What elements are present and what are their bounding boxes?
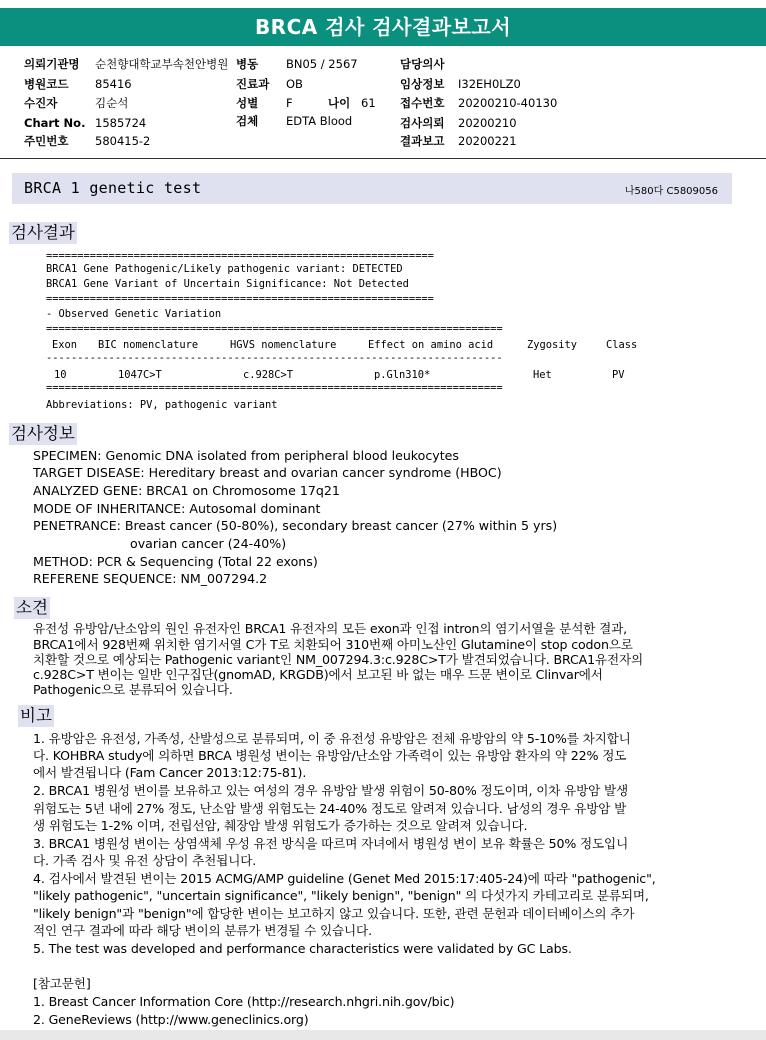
cell-hgvs: c.928C>T xyxy=(243,369,294,381)
info-analyzed-gene: ANALYZED GENE: BRCA1 on Chromosome 17q21 xyxy=(33,483,340,498)
cell-bic: 1047C>T xyxy=(118,369,162,381)
findings-line-3: 치환할 것으로 예상되는 Pathogenic variant인 NM_007294.3:c.928C>T가 발견되었습니다. BRCA1유전자의 xyxy=(33,652,643,667)
remarks-line-1: 1. 유방암은 유전성, 가족성, 산발성으로 분류되며, 이 중 유전성 유방암은 전체 유방암의 약 5-10%를 차지합니 xyxy=(33,731,631,746)
info-specimen: SPECIMEN: Genomic DNA isolated from peripheral blood leukocytes xyxy=(33,448,459,463)
col-bic: BIC nomenclature xyxy=(98,339,199,351)
findings-line-5: Pathogenic으로 분류되어 있습니다. xyxy=(33,682,233,697)
table-rule: ------------------------------------------------------------------------- xyxy=(46,352,503,364)
result-rule-3: ========================================================================= xyxy=(46,323,503,335)
test-code: 나580다 C5809056 xyxy=(624,186,718,197)
patient-value: 김순석 xyxy=(95,96,129,110)
references-heading: [참고문헌] xyxy=(33,976,91,991)
col-hgvs: HGVS nomenclature xyxy=(230,339,337,351)
specimen-value: EDTA Blood xyxy=(286,114,353,128)
chart-value: 1585724 xyxy=(95,116,147,130)
remarks-line-9: 4. 검사에서 발견된 변이는 2015 ACMG/AMP guideline (Genet Med 2015:17:405-24)에 따라 "pathogenic", xyxy=(33,871,656,886)
accession-value: 20200210-40130 xyxy=(458,96,558,110)
findings-line-1: 유전성 유방암/난소암의 원인 유전자인 BRCA1 유전자의 모든 exon과 인접 intron의 염기서열을 분석한 결과, xyxy=(33,621,627,636)
col-class: Class xyxy=(606,339,638,351)
id-label: 주민번호 xyxy=(24,134,69,148)
col-exon: Exon xyxy=(52,339,78,351)
institution-label: 의뢰기관명 xyxy=(24,57,80,71)
abbreviations: Abbreviations: PV, pathogenic variant xyxy=(46,399,278,411)
remarks-line-4: 2. BRCA1 병원성 변이를 보유하고 있는 여성의 경우 유방암 발생 위험이 50-80% 정도이며, 이차 유방암 발생 xyxy=(33,783,629,798)
cell-class: PV xyxy=(612,369,625,381)
sex-label: 성별 xyxy=(236,96,259,110)
clinical-info-label: 임상정보 xyxy=(400,77,445,91)
dept-label: 진료과 xyxy=(236,77,270,91)
observed-variation-label: - Observed Genetic Variation xyxy=(46,308,222,320)
dept-value: OB xyxy=(286,77,303,91)
result-rule-4: ========================================================================= xyxy=(46,382,503,394)
info-method: METHOD: PCR & Sequencing (Total 22 exons) xyxy=(33,554,318,569)
findings-heading: 소견 xyxy=(16,598,48,617)
header-divider xyxy=(0,158,766,159)
specimen-label: 검체 xyxy=(236,114,259,128)
remarks-line-5: 위험도는 5년 내에 27% 정도, 난소암 발생 위험도는 24-40% 정도로 알려져 있습니다. 남성의 경우 유방암 발 xyxy=(33,801,627,816)
remarks-line-10: "likely pathogenic", "uncertain significance", "likely benign", "benign" 의 다섯가지 카테고리로 분류되며, xyxy=(33,888,649,903)
remarks-line-2: 다. KOHBRA study에 의하면 BRCA 병원성 변이는 유방암/난소암 가족력이 있는 유방암 환자의 약 22% 정도 xyxy=(33,748,627,763)
report-date-label: 결과보고 xyxy=(400,134,445,148)
remarks-line-8: 다. 가족 검사 및 유전 상담이 추천됩니다. xyxy=(33,853,257,868)
remarks-heading: 비고 xyxy=(20,706,52,725)
info-inheritance: MODE OF INHERITANCE: Autosomal dominant xyxy=(33,501,321,516)
findings-line-4: c.928C>T 변이는 일반 인구집단(gnomAD, KRGDB)에서 보고된 바 없는 매우 드문 변이로 Clinvar에서 xyxy=(33,667,603,682)
remarks-line-11: "likely benign"과 "benign"에 합당한 변이는 보고하지 않고 있습니다. 또한, 관련 문헌과 데이터베이스의 추가 xyxy=(33,906,635,921)
hospital-code-value: 85416 xyxy=(95,77,132,91)
age-value: 61 xyxy=(361,96,376,110)
report-date-value: 20200221 xyxy=(458,134,517,148)
result-pathogenic-line: BRCA1 Gene Pathogenic/Likely pathogenic variant: DETECTED xyxy=(46,263,403,275)
remarks-line-3: 에서 발견됩니다 (Fam Cancer 2013:12:75-81). xyxy=(33,765,307,780)
cell-effect: p.Gln310* xyxy=(374,369,431,381)
info-penetrance: PENETRANCE: Breast cancer (50-80%), secondary breast cancer (27% within 5 yrs) xyxy=(33,518,558,533)
info-heading: 검사정보 xyxy=(11,424,75,443)
reference-1: 1. Breast Cancer Information Core (http://research.nhgri.nih.gov/bic) xyxy=(33,994,455,1009)
result-heading: 검사결과 xyxy=(11,223,75,242)
test-title: BRCA 1 genetic test xyxy=(24,179,202,197)
cell-exon: 10 xyxy=(54,369,67,381)
info-reference: REFERENE SEQUENCE: NM_007294.2 xyxy=(33,571,268,586)
col-effect: Effect on amino acid xyxy=(368,339,494,351)
ward-value: BN05 / 2567 xyxy=(286,57,358,71)
id-value: 580415-2 xyxy=(95,134,151,148)
hospital-code-label: 병원코드 xyxy=(24,77,69,91)
remarks-line-6: 생 위험도는 1-2% 이며, 전립선암, 췌장암 발생 위험도가 증가하는 것으로 알려져 있습니다. xyxy=(33,818,528,833)
remarks-line-7: 3. BRCA1 병원성 변이는 상염색체 우성 유전 방식을 따르며 자녀에서 병원성 변이 보유 확률은 50% 정도입니 xyxy=(33,836,629,851)
remarks-line-12: 적인 연구 결과에 따라 해당 변이의 분류가 변경될 수 있습니다. xyxy=(33,923,372,938)
institution-value: 순천향대학교부속천안병원 xyxy=(95,57,229,71)
cell-zygosity: Het xyxy=(533,369,552,381)
sex-value: F xyxy=(286,96,293,110)
info-target-disease: TARGET DISEASE: Hereditary breast and ovarian cancer syndrome (HBOC) xyxy=(33,465,502,480)
report-title: BRCA 검사 검사결과보고서 xyxy=(0,8,766,46)
chart-label: Chart No. xyxy=(24,116,86,130)
result-vus-line: BRCA1 Gene Variant of Uncertain Significance: Not Detected xyxy=(46,278,409,290)
col-zygosity: Zygosity xyxy=(527,339,578,351)
request-date-label: 검사의뢰 xyxy=(400,116,445,130)
info-penetrance-ovarian: ovarian cancer (24-40%) xyxy=(130,536,287,551)
ward-label: 병동 xyxy=(236,57,259,71)
page-bottom-strip xyxy=(0,1030,766,1040)
result-rule-2: ============================================================== xyxy=(46,293,434,305)
request-date-value: 20200210 xyxy=(458,116,517,130)
result-rule-1: ============================================================== xyxy=(46,250,434,262)
findings-line-2: BRCA1에서 928번째 위치한 염기서열 C가 T로 치환되어 310번째 아미노산인 Glutamine이 stop codon으로 xyxy=(33,637,633,652)
reference-2: 2. GeneReviews (http://www.geneclinics.org) xyxy=(33,1012,309,1027)
test-banner xyxy=(12,173,732,204)
age-label: 나이 xyxy=(328,96,351,110)
accession-label: 접수번호 xyxy=(400,96,445,110)
remarks-line-13: 5. The test was developed and performance characteristics were validated by GC Labs. xyxy=(33,941,572,956)
clinical-info-value: I32EH0LZ0 xyxy=(458,77,521,91)
patient-label: 수진자 xyxy=(24,96,58,110)
doctor-label: 담당의사 xyxy=(400,57,445,71)
